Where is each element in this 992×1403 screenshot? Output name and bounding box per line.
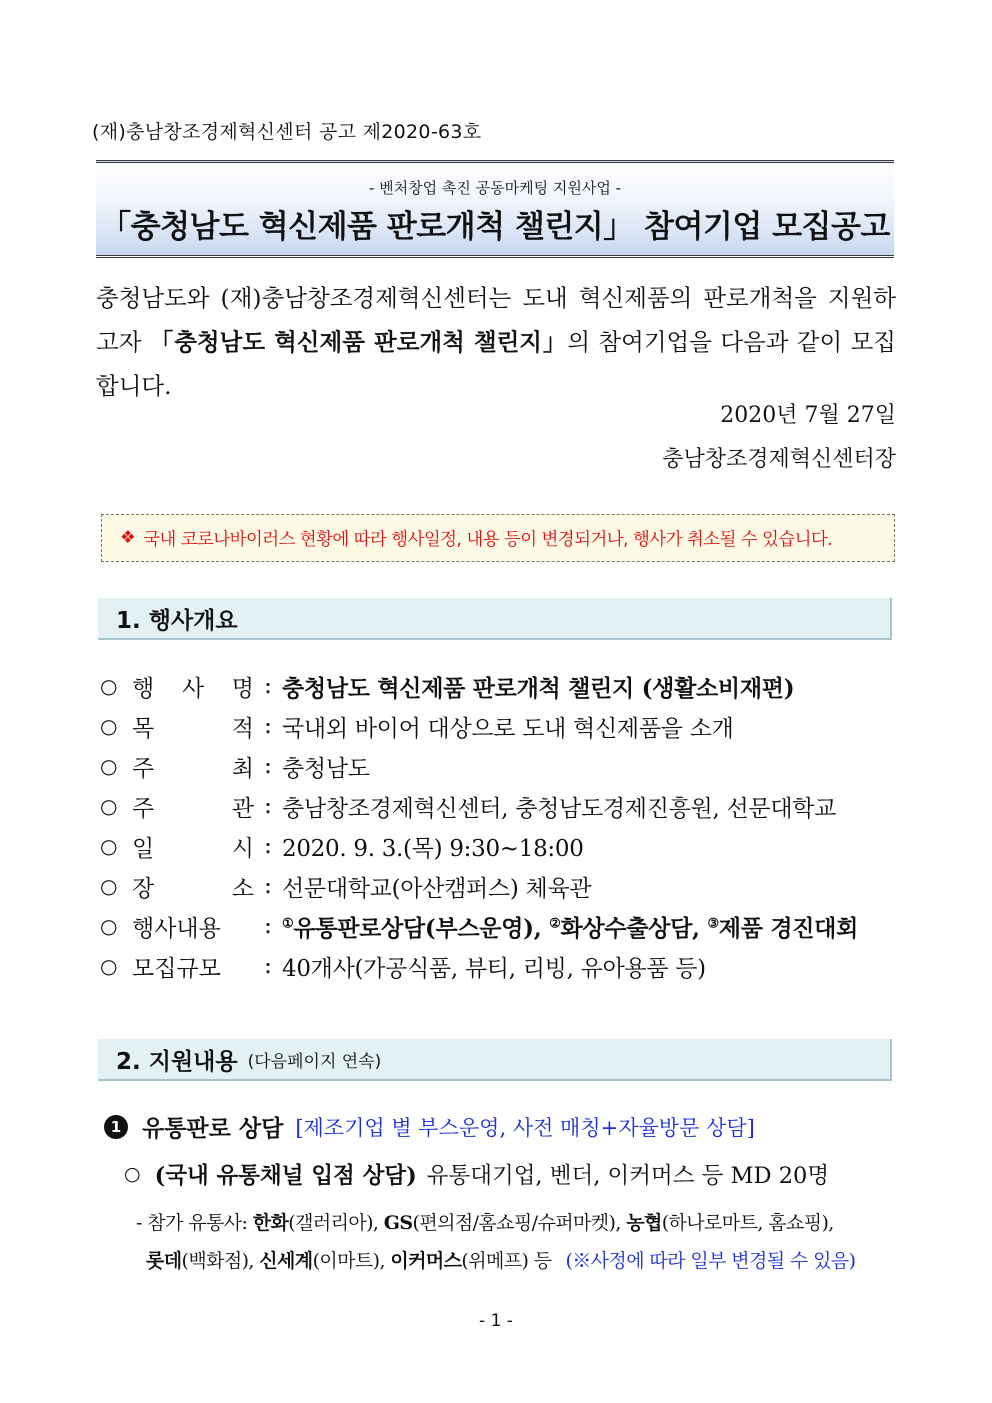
intro-text-2: 의 참여기업을 다음과 같이 모집합니다.	[96, 328, 896, 400]
overview-row-datetime	[100, 826, 896, 866]
overview-row-host	[100, 746, 896, 786]
company-name: 이커머스	[390, 1250, 462, 1272]
colon: :	[264, 793, 272, 819]
support-item-1	[104, 1110, 755, 1143]
section-title: 1. 행사개요	[116, 607, 238, 634]
row-value: 충청남도 혁신제품 판로개척 챌린지 (생활소비재편)	[282, 674, 795, 702]
label-char: 사	[181, 675, 205, 702]
colon: :	[264, 953, 272, 979]
circle-bullet-icon: ○	[100, 874, 118, 898]
row-label	[132, 790, 254, 823]
circle-bullet-icon: ○	[100, 674, 118, 698]
item-detail: [제조기업 별 부스운영, 사전 매칭+자율방문 상담]	[295, 1115, 755, 1140]
subtitle: - 벤처창업 촉진 공동마케팅 지원사업 -	[368, 179, 622, 197]
circle-bullet-icon: ○	[100, 754, 118, 778]
notice-number: (재)충남창조경제혁신센터 공고 제2020-63호	[92, 121, 482, 143]
intro-bold-title: 「충청남도 혁신제품 판로개척 챌린지」	[149, 328, 568, 356]
label-text: 모집규모	[132, 955, 221, 982]
circle-bullet-icon: ○	[100, 834, 118, 858]
overview-row-name	[100, 666, 896, 706]
company-name: 신세계	[259, 1250, 313, 1272]
company-name: 롯데	[146, 1250, 182, 1272]
section-header-support	[98, 1039, 892, 1081]
row-value: 2020. 9. 3.(목) 9:30~18:00	[282, 835, 584, 862]
circled-two: ②	[549, 915, 561, 931]
label-char: 소	[231, 875, 254, 902]
label-char: 주	[132, 755, 155, 782]
colon: :	[264, 833, 272, 859]
circle-bullet-icon: ○	[124, 1163, 141, 1185]
change-note: (※사정에 따라 일부 변경될 수 있음)	[565, 1250, 856, 1272]
label-char: 시	[231, 835, 254, 862]
label-char: 명	[231, 675, 254, 702]
circle-bullet-icon: ○	[100, 794, 118, 818]
participants-line-1	[136, 1208, 834, 1235]
label-text: 행사내용	[132, 915, 221, 942]
row-label	[132, 750, 254, 783]
circled-one: ①	[282, 915, 294, 931]
row-label	[132, 670, 254, 703]
filled-number-icon: 1	[104, 1115, 128, 1139]
colon: :	[264, 713, 272, 739]
row-label	[132, 830, 254, 863]
sender-name: 충남창조경제혁신센터장	[662, 447, 896, 472]
circled-three: ③	[707, 915, 719, 931]
row-value: 40개사(가공식품, 뷰티, 리빙, 유아용품 등)	[282, 955, 706, 982]
company-detail: (이마트),	[312, 1250, 385, 1272]
circle-bullet-icon: ○	[100, 914, 118, 938]
notice-date: 2020년 7월 27일	[720, 403, 896, 428]
section-title: 2. 지원내용	[116, 1048, 238, 1075]
subitem-bold: (국내 유통채널 입점 상담)	[154, 1163, 417, 1189]
label-char: 장	[132, 875, 155, 902]
covid-warning-box	[101, 514, 895, 562]
page-number: - 1 -	[479, 1311, 513, 1331]
intro-text-1: 충청남도와 (재)충남창조경제혁신센터는 도내 혁신제품의 판로개척을 지원하고자	[96, 284, 896, 356]
section-header-overview	[98, 598, 892, 640]
overview-row-venue	[100, 866, 896, 906]
colon: :	[264, 913, 272, 939]
company-detail: (하나로마트, 홈쇼핑),	[661, 1212, 834, 1234]
company-name: 농협	[626, 1212, 662, 1234]
label-char: 일	[132, 835, 155, 862]
section-note: (다음페이지 연속)	[247, 1051, 382, 1072]
content-2: 화상수출상담,	[560, 914, 700, 942]
participants-prefix: - 참가 유통사:	[136, 1212, 248, 1234]
warning-text: 국내 코로나바이러스 현황에 따라 행사일정, 내용 등이 변경되거나, 행사가 취소될 수 있습니다.	[143, 529, 833, 550]
content-1: 유통판로상담(부스운영),	[293, 914, 542, 942]
row-value: 선문대학교(아산캠퍼스) 체육관	[282, 875, 592, 902]
page-title: 「충청남도 혁신제품 판로개척 챌린지」 참여기업 모집공고	[100, 209, 890, 245]
company-detail: (갤러리아),	[288, 1212, 379, 1234]
content-3: 제품 경진대회	[718, 914, 859, 942]
intro-paragraph	[96, 276, 896, 408]
label-char: 최	[231, 755, 254, 782]
colon: :	[264, 753, 272, 779]
overview-row-contents	[100, 906, 896, 946]
row-value	[282, 910, 858, 943]
label-char: 목	[132, 715, 155, 742]
subitem-text: 유통대기업, 벤더, 이커머스 등 MD 20명	[426, 1163, 830, 1189]
item-title: 유통판로 상담	[142, 1115, 284, 1142]
circle-bullet-icon: ○	[100, 954, 118, 978]
circle-bullet-icon: ○	[100, 714, 118, 738]
company-name: GS	[383, 1212, 413, 1234]
row-label	[132, 950, 254, 983]
title-banner	[96, 160, 894, 258]
row-label	[132, 870, 254, 903]
row-value: 국내외 바이어 대상으로 도내 혁신제품을 소개	[282, 715, 734, 742]
row-value: 충청남도	[282, 755, 370, 782]
colon: :	[264, 673, 272, 699]
overview-row-scale	[100, 946, 896, 986]
company-detail: (백화점),	[181, 1250, 254, 1272]
label-char: 관	[231, 795, 254, 822]
overview-row-purpose	[100, 706, 896, 746]
support-subitem	[124, 1158, 829, 1190]
row-label	[132, 910, 254, 943]
company-name: 한화	[252, 1212, 289, 1234]
row-value: 충남창조경제혁신센터, 충청남도경제진흥원, 선문대학교	[282, 795, 837, 822]
row-label	[132, 710, 254, 743]
company-detail: (위메프) 등	[461, 1250, 552, 1272]
company-detail: (편의점/홈쇼핑/슈퍼마켓),	[412, 1212, 621, 1234]
colon: :	[264, 873, 272, 899]
diamond-icon: ❖	[120, 528, 136, 548]
label-char: 주	[132, 795, 155, 822]
label-char: 행	[132, 675, 155, 702]
overview-row-organizer	[100, 786, 896, 826]
label-char: 적	[231, 715, 254, 742]
participants-line-2	[146, 1246, 856, 1273]
